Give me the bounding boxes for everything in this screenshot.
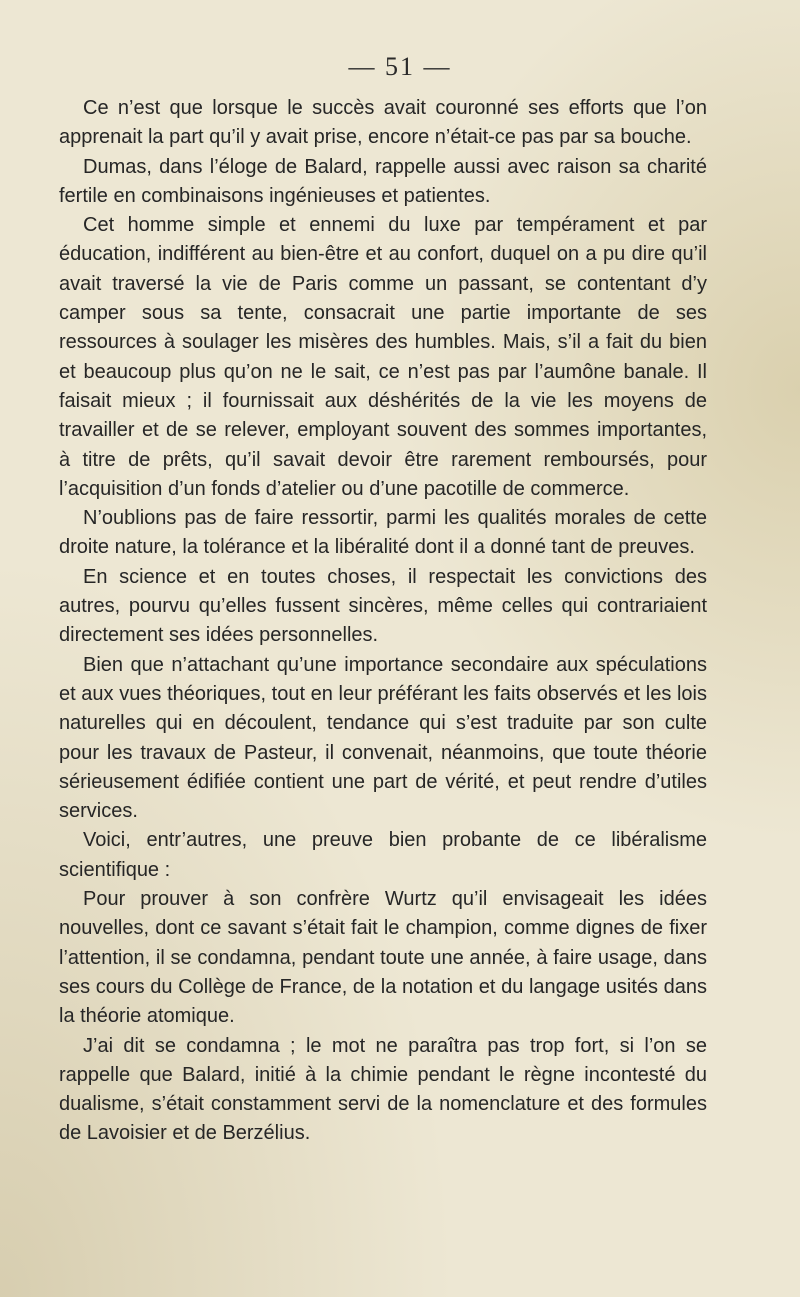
paragraph: J’ai dit se condamna ; le mot ne paraîtra pas trop fort, si l’on se rappelle que Balard, initié à la chimie pendant le règne incontesté du dualisme, s’était constamment servi de la nomenclature et des formules de Lavoisier et de Berzélius. [59, 1034, 707, 1145]
paragraph: Pour prouver à son confrère Wurtz qu’il envisageait les idées nouvelles, dont ce savant s’était fait le champion, comme dignes de fixer l’attention, il se condamna, pendant toute une année, à faire usage, dans ses cours du Collège de France, de la notation et du langage usités dans la théorie atomique. [59, 888, 707, 1028]
paragraph: Ce n’est que lorsque le succès avait couronné ses efforts que l’on apprenait la part qu’il y avait prise, encore n’était-ce pas par sa bouche. [59, 97, 707, 149]
paragraph: Voici, entr’autres, une preuve bien probante de ce libéralisme scientifique : [59, 829, 707, 881]
paragraph: N’oublions pas de faire ressortir, parmi les qualités morales de cette droite nature, la tolérance et la libéralité dont il a donné tant de preuves. [59, 507, 707, 559]
page-number: — 51 — [348, 52, 452, 81]
paragraph: En science et en toutes choses, il respectait les convictions des autres, pourvu qu’elles fussent sincères, même celles qui contrariaient directement ses idées personnelles. [59, 565, 707, 647]
paragraph: Dumas, dans l’éloge de Balard, rappelle aussi avec raison sa charité fertile en combinaisons ingénieuses et patientes. [59, 155, 707, 207]
paragraph: Bien que n’attachant qu’une importance secondaire aux spéculations et aux vues théoriques, tout en leur préférant les faits observés et les lois naturelles qui en découlent, tendance qui s’est traduite par son culte pour les travaux de Pasteur, il convenait, néanmoins, que toute théorie sérieusement édifiée contient une part de vérité, et peut rendre d’utiles services. [59, 653, 707, 823]
body-text [59, 94, 707, 1149]
paragraph: Cet homme simple et ennemi du luxe par tempérament et par éducation, indifférent au bien-être et au confort, duquel on a pu dire qu’il avait traversé la vie de Paris comme un passant, se contentant d’y camper sous sa tente, consacrait une partie importante de ses ressources à soulager les misères des humbles. Mais, s’il a fait du bien et beaucoup plus qu’on ne le sait, ce n’est pas par l’aumône banale. Il faisait mieux ; il fournissait aux déshérités de la vie les moyens de travailler et de se relever, employant souvent des sommes importantes, à titre de prêts, qu’il savait devoir être rarement remboursés, pour l’acquisition d’un fonds d’atelier ou d’une pacotille de commerce. [59, 214, 707, 500]
